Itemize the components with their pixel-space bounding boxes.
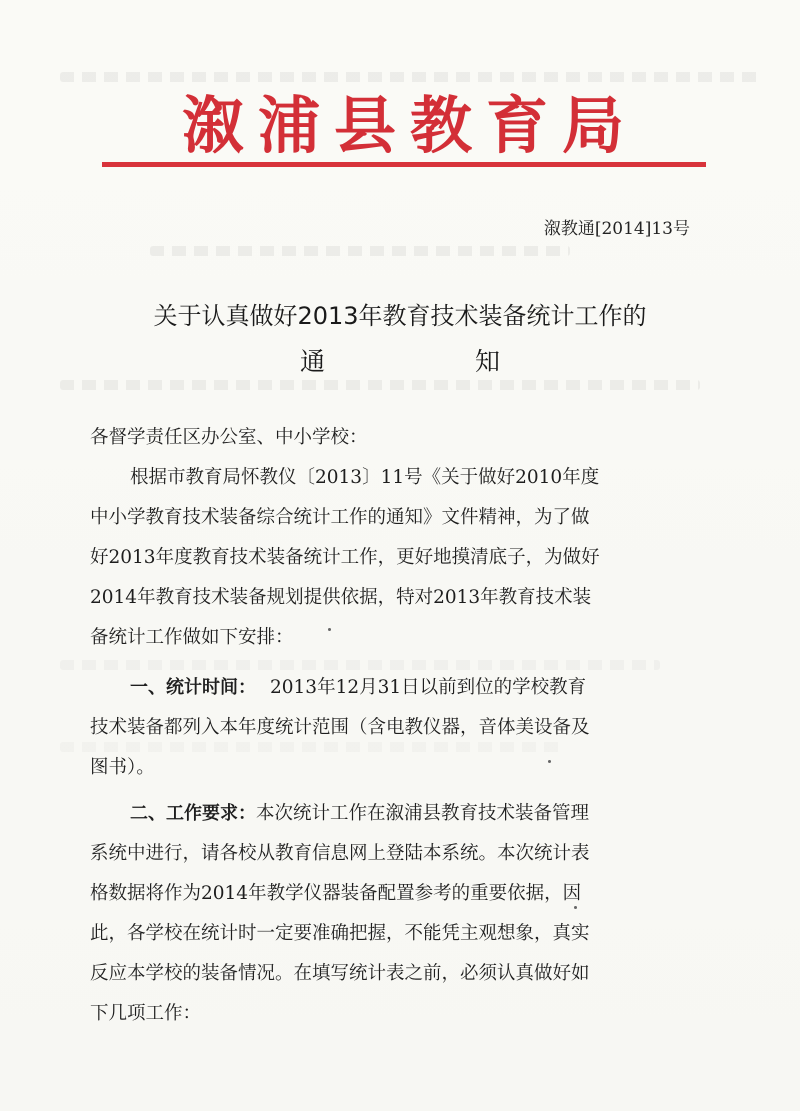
paragraph-line: 此，各学校在统计时一定要准确把握，不能凭主观想象，真实 [90, 923, 590, 944]
paragraph-line: 下几项工作： [90, 1003, 202, 1024]
section-1-heading: 一、统计时间： [130, 677, 256, 698]
section-2 [90, 794, 730, 1034]
scan-speck [574, 906, 577, 909]
paragraph-line: 系统中进行，请各校从教育信息网上登陆本系统。本次统计表 [90, 843, 590, 864]
scan-speck [328, 628, 331, 631]
document-number: 溆教通[2014]13号 [543, 219, 690, 239]
section-1 [90, 668, 730, 788]
notice-title-line2 [300, 342, 500, 378]
notice-title-char-2: 知 [474, 347, 500, 376]
section-1-text: 2013年12月31日以前到位的学校教育 [270, 677, 587, 698]
paragraph-line: 反应本学校的装备情况。在填写统计表之前，必须认真做好如 [90, 963, 590, 984]
addressee: 各督学责任区办公室、中小学校： [90, 427, 368, 448]
section-2-text: 本次统计工作在溆浦县教育技术装备管理 [256, 803, 590, 824]
paragraph-line [90, 794, 730, 834]
paragraph-line: 技术装备都列入本年度统计范围（含电教仪器，音体美设备及 [90, 717, 590, 738]
section-2-heading: 二、工作要求： [130, 803, 256, 824]
bleed-through-mark [60, 72, 760, 82]
paragraph-line: 图书）。 [90, 757, 155, 778]
scan-speck [548, 760, 551, 763]
paragraph-line: 2014年教育技术装备规划提供依据，特对2013年教育技术装 [90, 587, 592, 608]
paragraph-line: 备统计工作做如下安排： [90, 627, 294, 648]
paragraph-line: 中小学教育技术装备综合统计工作的通知》文件精神，为了做 [90, 507, 590, 528]
paragraph-line: 好2013年度教育技术装备统计工作，更好地摸清底子，为做好 [90, 547, 600, 568]
letterhead-red-rule [102, 162, 706, 167]
paragraph-line: 格数据将作为2014年教学仪器装备配置参考的重要依据，因 [90, 883, 582, 904]
intro-paragraph [90, 458, 730, 658]
letterhead-title: 溆浦县教育局 [181, 89, 638, 162]
bleed-through-mark [150, 246, 570, 256]
notice-title-char-1: 通 [300, 347, 326, 376]
paragraph-line [90, 668, 730, 708]
notice-title: 关于认真做好2013年教育技术装备统计工作的 [153, 302, 647, 330]
paragraph-line: 根据市教育局怀教仪〔2013〕11号《关于做好2010年度 [130, 467, 600, 488]
bleed-through-mark [60, 380, 700, 390]
